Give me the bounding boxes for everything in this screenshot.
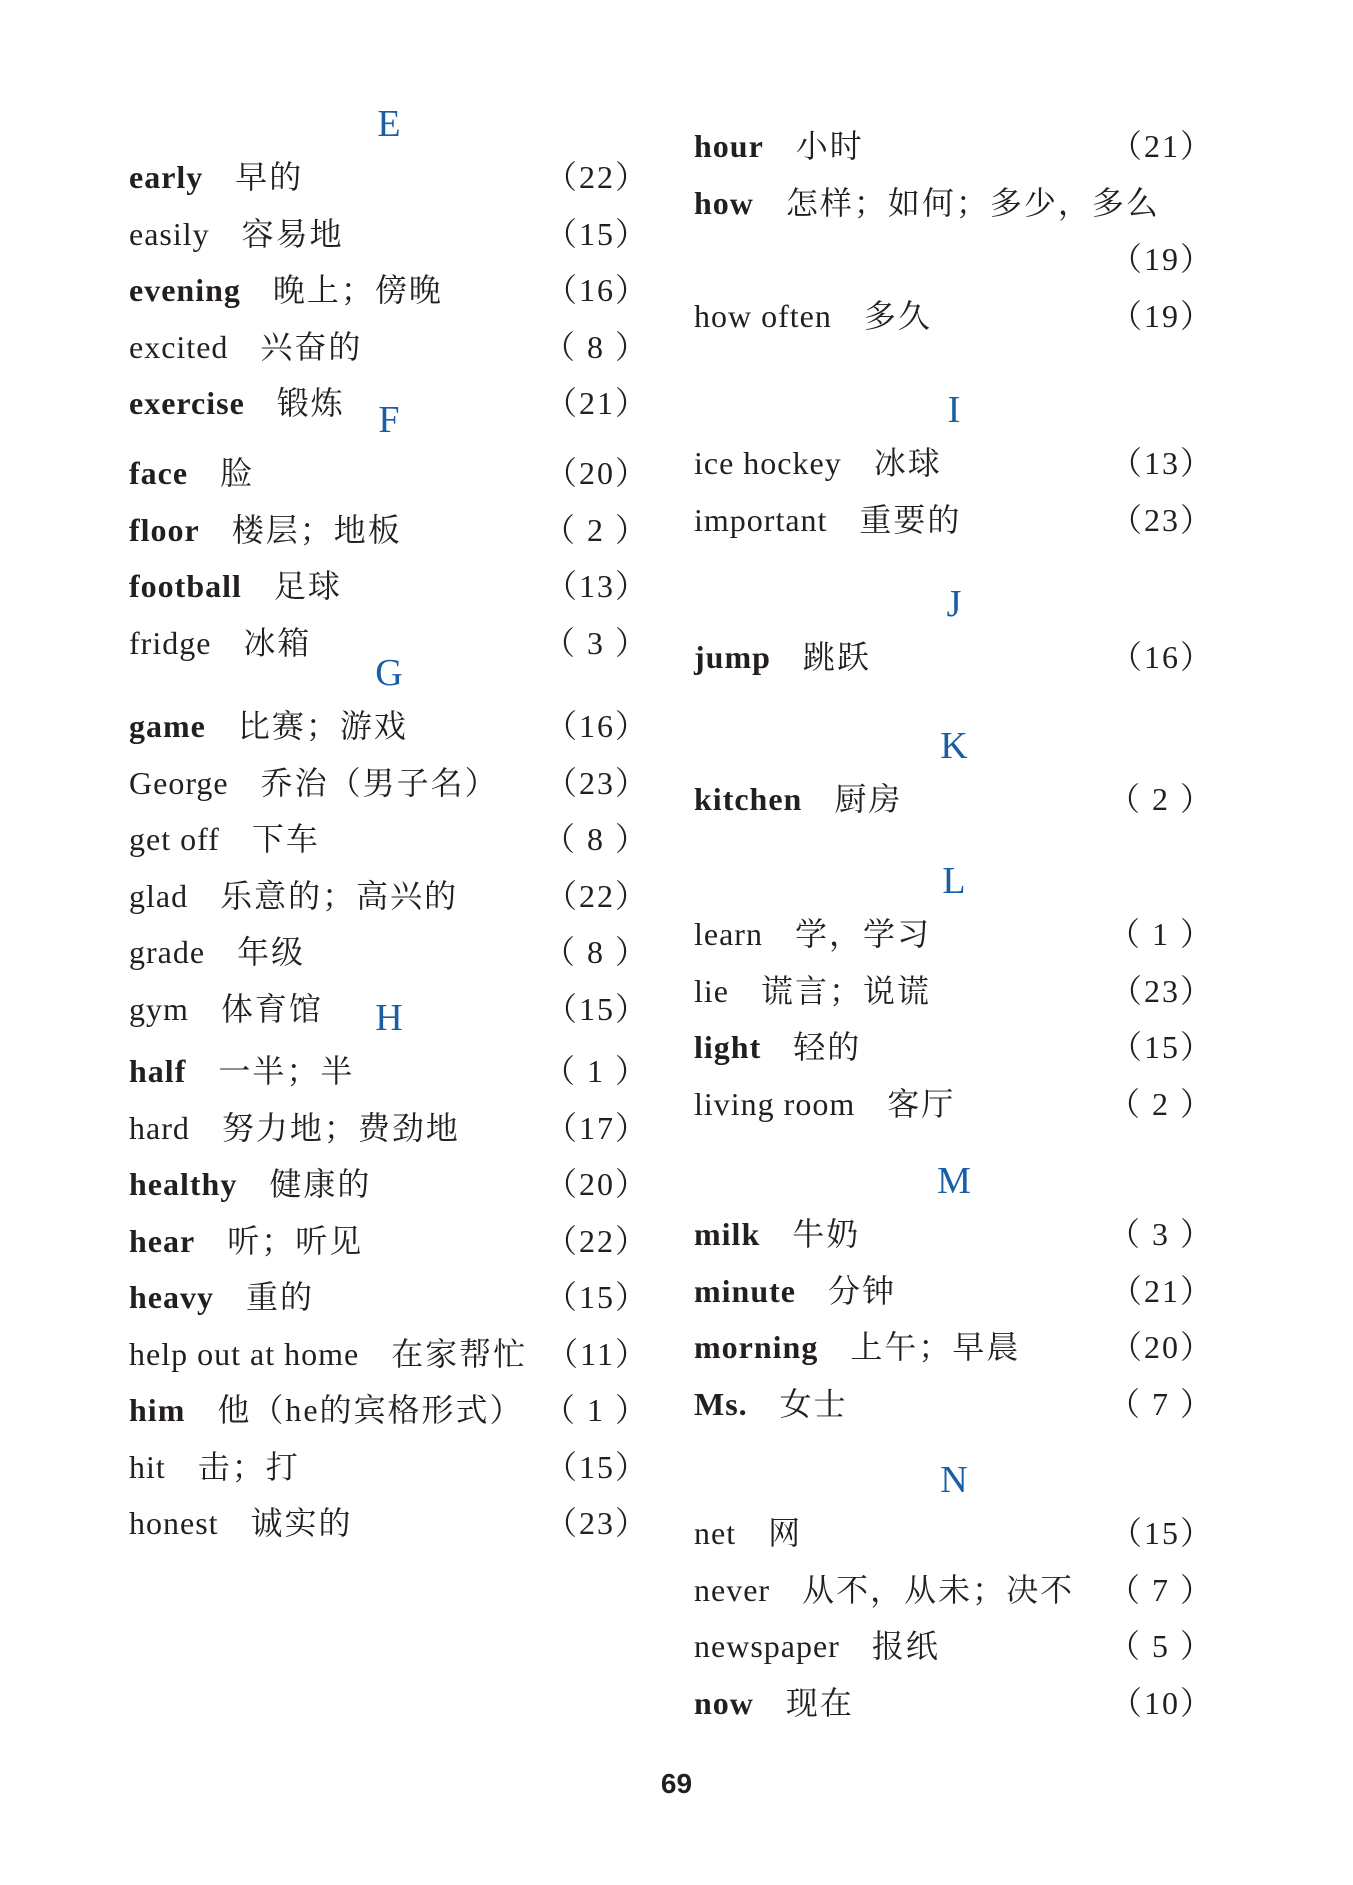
entry-unit: （ 3 ）: [1107, 1216, 1214, 1252]
vocab-entry: [129, 1439, 649, 1496]
entry-meaning: 容易地: [241, 215, 344, 252]
letter-section: [694, 118, 1214, 344]
entry-meaning: 现在: [785, 1684, 854, 1721]
vocab-entry: [694, 435, 1214, 492]
entry-meaning: 小时: [795, 128, 864, 164]
entry-word: milk: [694, 1216, 761, 1252]
entry-meaning: 听；听见: [227, 1222, 364, 1259]
entry-word: morning: [694, 1329, 819, 1365]
entry-word: half: [129, 1053, 187, 1089]
entry-meaning: 厨房: [834, 781, 903, 817]
entry-unit: （ 3 ）: [542, 624, 649, 661]
vocab-entry: [129, 868, 649, 925]
entry-unit: （ 7 ）: [1107, 1385, 1214, 1422]
entry-unit: （15）: [544, 215, 649, 252]
entry-unit: （21）: [1109, 128, 1214, 164]
vocab-entry: [129, 1100, 649, 1157]
entry-word: never: [694, 1571, 771, 1608]
entry-meaning: 重的: [246, 1279, 315, 1315]
entry-unit: （20）: [544, 455, 649, 491]
entry-meaning: 谎言；说谎: [760, 972, 931, 1009]
vocab-entry: [129, 262, 649, 319]
entry-word: excited: [129, 328, 229, 365]
vocab-entry: [694, 1206, 1214, 1263]
entry-word: exercise: [129, 385, 245, 421]
vocab-entry: [129, 1326, 649, 1383]
entry-unit: （13）: [1109, 445, 1214, 481]
entry-unit: （22）: [544, 159, 649, 195]
entry-meaning: 客厅: [887, 1085, 956, 1122]
vocab-entry: [694, 771, 1214, 828]
vocab-entry: [694, 1505, 1214, 1562]
letter-section: [694, 385, 1214, 548]
letter-section: [694, 579, 1214, 686]
letter-section: [129, 648, 649, 1037]
entry-unit: （20）: [544, 1166, 649, 1202]
entry-unit: （ 7 ）: [1107, 1571, 1214, 1608]
entry-word: hour: [694, 128, 764, 164]
entry-word: glad: [129, 877, 189, 914]
entry-unit: （ 2 ）: [542, 511, 649, 548]
entry-meaning: 兴奋的: [260, 328, 363, 365]
entry-meaning: 学，学习: [794, 916, 931, 952]
entry-meaning: 冰箱: [243, 624, 312, 661]
entry-word: heavy: [129, 1279, 214, 1315]
entry-word: learn: [694, 916, 763, 952]
vocab-entry: [694, 1019, 1214, 1076]
vocab-entry: [129, 755, 649, 812]
entry-unit: （15）: [544, 1448, 649, 1485]
entry-meaning: 诚实的: [250, 1505, 353, 1541]
letter-section: [694, 721, 1214, 828]
entry-meaning: 下车: [251, 821, 320, 857]
entry-meaning: 锻炼: [276, 385, 345, 421]
entry-word: kitchen: [694, 781, 803, 817]
vocab-entry: [694, 175, 1214, 232]
entry-word: Ms.: [694, 1385, 748, 1422]
letter-section: [129, 395, 649, 671]
vocab-entry: [129, 502, 649, 559]
entry-unit: （ 1 ）: [542, 1392, 649, 1428]
vocab-entry: [129, 1156, 649, 1213]
entry-unit: （23）: [544, 1505, 649, 1541]
entry-word: newspaper: [694, 1628, 840, 1664]
entry-word: honest: [129, 1505, 219, 1541]
entry-meaning: 击；打: [197, 1448, 300, 1485]
entry-word: George: [129, 764, 229, 801]
vocab-entry: [129, 149, 649, 206]
entry-meaning: 比赛；游戏: [237, 708, 408, 744]
vocab-entry: [694, 1319, 1214, 1376]
entry-meaning: 重要的: [859, 501, 962, 538]
entry-unit: （ 2 ）: [1107, 781, 1214, 817]
entry-word: how: [694, 184, 754, 221]
entry-unit: （ 2 ）: [1107, 1085, 1214, 1122]
vocab-entry: [694, 1562, 1214, 1619]
entry-meaning: 乔治（男子名）: [260, 764, 499, 801]
entry-unit: （ 8 ）: [542, 821, 649, 857]
vocab-entry: [129, 811, 649, 868]
entry-unit: （23）: [1109, 972, 1214, 1009]
entry-word: face: [129, 455, 189, 491]
entry-meaning: 乐意的；高兴的: [220, 877, 459, 914]
vocab-entry: [129, 445, 649, 502]
entry-meaning: 足球: [273, 568, 342, 604]
vocab-entry: [129, 319, 649, 376]
entry-meaning: 多久: [863, 297, 932, 334]
entry-meaning: 从不，从未；决不: [802, 1571, 1075, 1608]
entry-meaning: 年级: [237, 934, 306, 970]
entry-word: ice hockey: [694, 445, 842, 481]
vocab-entry: [694, 1675, 1214, 1732]
entry-unit: （13）: [544, 568, 649, 604]
entry-meaning: 体育馆: [220, 990, 323, 1027]
entry-unit: （15）: [544, 1279, 649, 1315]
vocab-entry: [129, 924, 649, 981]
section-letter: J: [946, 583, 962, 625]
entry-word: gym: [129, 990, 189, 1027]
section-letter: N: [940, 1459, 968, 1501]
entry-word: hear: [129, 1222, 196, 1259]
entry-unit: （23）: [1109, 501, 1214, 538]
entry-unit: （16）: [544, 708, 649, 744]
vocab-entry: [694, 1376, 1214, 1433]
section-letter: K: [940, 725, 968, 767]
entry-unit: （21）: [544, 385, 649, 421]
vocab-entry: [694, 1076, 1214, 1133]
entry-word: healthy: [129, 1166, 238, 1202]
entry-meaning: 女士: [779, 1385, 848, 1422]
vocab-entry: [129, 1269, 649, 1326]
entry-meaning: 早的: [235, 159, 304, 195]
vocab-entry: [129, 1043, 649, 1100]
entry-word: game: [129, 708, 206, 744]
entry-word: lie: [694, 972, 729, 1009]
section-letter: G: [375, 652, 403, 694]
entry-meaning: 轻的: [793, 1029, 862, 1065]
entry-unit: （16）: [1109, 639, 1214, 675]
entry-word: jump: [694, 639, 771, 675]
entry-meaning: 冰球: [873, 445, 942, 481]
entry-word: early: [129, 159, 204, 195]
entry-word: hit: [129, 1448, 166, 1485]
entry-unit: （ 1 ）: [542, 1053, 649, 1089]
entry-word: hard: [129, 1109, 190, 1146]
entry-word: net: [694, 1515, 737, 1551]
entry-unit: （19）: [1109, 241, 1214, 277]
entry-word: living room: [694, 1085, 856, 1122]
entry-meaning: 网: [768, 1515, 803, 1551]
entry-unit: （22）: [544, 877, 649, 914]
vocab-entry: [694, 1263, 1214, 1320]
vocab-entry: [694, 118, 1214, 175]
entry-meaning: 分钟: [828, 1272, 897, 1309]
entry-unit: （22）: [544, 1222, 649, 1259]
entry-unit: （17）: [544, 1109, 649, 1146]
page-number: 69: [660, 1768, 693, 1799]
vocab-entry: [129, 1495, 649, 1552]
entry-unit: （ 5 ）: [1107, 1628, 1214, 1664]
entry-unit: （15）: [1109, 1515, 1214, 1551]
vocab-entry: [129, 1382, 649, 1439]
vocab-entry: [694, 963, 1214, 1020]
entry-unit: （15）: [1109, 1029, 1214, 1065]
letter-section: [129, 99, 649, 432]
entry-unit: （23）: [544, 764, 649, 801]
entry-word: easily: [129, 215, 210, 252]
entry-meaning: 在家帮忙: [391, 1335, 528, 1372]
vocab-entry: [694, 1618, 1214, 1675]
section-letter: I: [947, 389, 961, 431]
entry-word: now: [694, 1684, 754, 1721]
entry-word: fridge: [129, 624, 212, 661]
entry-meaning: 报纸: [871, 1628, 940, 1664]
entry-word: grade: [129, 934, 206, 970]
entry-unit: （10）: [1109, 1684, 1214, 1721]
vocab-entry: [694, 288, 1214, 345]
letter-section: [694, 1455, 1214, 1731]
entry-word: minute: [694, 1272, 796, 1309]
letter-section: [694, 856, 1214, 1132]
entry-word: light: [694, 1029, 762, 1065]
entry-unit: （19）: [1109, 297, 1214, 334]
entry-meaning: 一半；半: [218, 1053, 355, 1089]
entry-word: floor: [129, 511, 200, 548]
entry-meaning: 上午；早晨: [850, 1329, 1021, 1365]
entry-unit: （ 8 ）: [542, 934, 649, 970]
entry-word: how often: [694, 297, 832, 334]
letter-section: [129, 990, 649, 1552]
entry-unit: （15）: [544, 990, 649, 1027]
entry-unit: （20）: [1109, 1329, 1214, 1365]
entry-word: football: [129, 568, 242, 604]
entry-unit: （ 1 ）: [1107, 916, 1214, 952]
vocab-entry: [129, 558, 649, 615]
entry-word: important: [694, 501, 828, 538]
section-letter: E: [377, 103, 401, 145]
entry-unit: （11）: [546, 1335, 649, 1372]
entry-meaning: 健康的: [269, 1166, 372, 1202]
vocab-entry: [694, 231, 1214, 288]
entry-meaning: 晚上；傍晚: [272, 272, 443, 308]
vocab-entry: [129, 698, 649, 755]
vocab-entry: [694, 906, 1214, 963]
vocab-entry: [694, 629, 1214, 686]
entry-unit: （21）: [1109, 1272, 1214, 1309]
vocab-entry: [694, 492, 1214, 549]
section-letter: F: [378, 399, 400, 441]
vocab-entry: [129, 206, 649, 263]
section-letter: H: [375, 997, 403, 1039]
entry-meaning: 努力地；费劲地: [221, 1109, 460, 1146]
entry-word: him: [129, 1392, 186, 1428]
vocab-entry: [129, 1213, 649, 1270]
entry-meaning: 跳跃: [802, 639, 871, 675]
entry-meaning: 他（he的宾格形式）: [217, 1392, 524, 1428]
entry-word: evening: [129, 272, 241, 308]
entry-word: help out at home: [129, 1335, 360, 1372]
entry-meaning: 牛奶: [792, 1216, 861, 1252]
letter-section: [694, 1156, 1214, 1432]
entry-word: get off: [129, 821, 220, 857]
section-letter: L: [942, 860, 966, 902]
section-letter: M: [937, 1160, 971, 1202]
entry-meaning: 怎样；如何；多少，多么: [785, 184, 1160, 221]
entry-unit: （ 8 ）: [542, 328, 649, 365]
entry-meaning: 楼层；地板: [231, 511, 402, 548]
entry-meaning: 脸: [220, 455, 255, 491]
entry-unit: （16）: [544, 272, 649, 308]
